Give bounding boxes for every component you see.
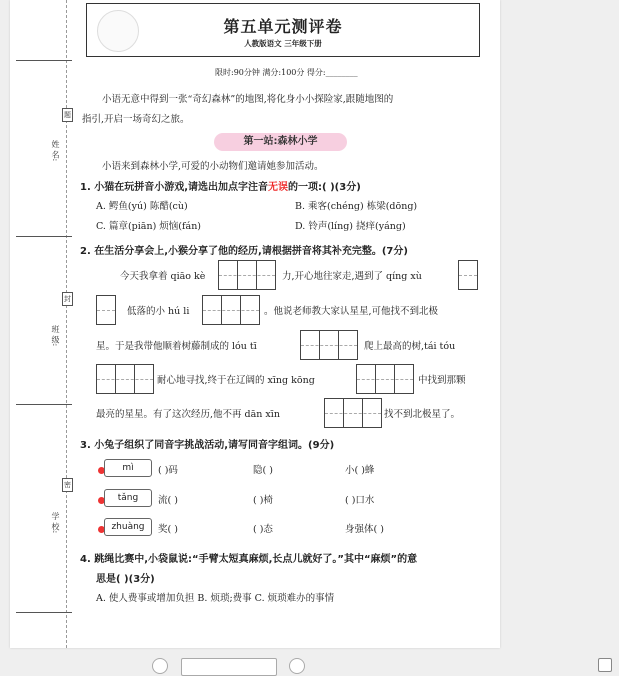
margin-rule	[16, 60, 72, 61]
answer-grid-xingkong[interactable]	[356, 364, 414, 394]
question-1-emphasis: 无误	[268, 182, 289, 193]
pinyin-tag-tang: tǎng	[104, 489, 152, 507]
homophone-1-2: 隐( )	[253, 465, 273, 476]
exam-meta: 限时:90分钟 满分:100分 得分:________	[215, 68, 358, 77]
page-title: 第五单元测评卷	[223, 17, 343, 36]
homophone-2-1: 流( )	[158, 495, 178, 506]
station-banner: 第一站:森林小学	[214, 133, 347, 151]
intro-line-2: 指引,开启一场奇幻之旅。	[82, 114, 190, 125]
question-1-option-d[interactable]: D. 铃声(líng) 挠痒(yáng)	[295, 221, 406, 232]
pinyin-tag-zhuang: zhuàng	[104, 518, 152, 536]
homophone-2-3: ( )口水	[345, 495, 375, 506]
question-2-line-4a: 耐心地寻找,终于在辽阔的 xīng kōng	[157, 375, 315, 386]
answer-grid-huli[interactable]	[202, 295, 260, 325]
pinyin-tag-mi: mì	[104, 459, 152, 477]
question-4-options[interactable]: A. 使人费事或增加负担 B. 烦琐;费事 C. 烦琐难办的事情	[96, 593, 335, 604]
homophone-3-2: ( )态	[253, 524, 273, 535]
homophone-3-3: 身强体( )	[345, 524, 384, 535]
question-2-line-3b: 爬上最高的树,tái tóu	[364, 341, 456, 352]
question-2-line-4b: 中找到那颗	[418, 375, 466, 386]
margin-tag-3: 密	[62, 478, 73, 492]
question-2-line-1a: 今天我拿着 qiāo kè	[120, 271, 206, 282]
prev-page-button[interactable]	[152, 658, 168, 674]
margin-rule	[16, 612, 72, 613]
fullscreen-icon[interactable]	[598, 658, 612, 672]
homophone-2-2: ( )椅	[253, 495, 273, 506]
answer-grid-qingxu[interactable]	[458, 260, 478, 290]
answer-grid-qiaoke[interactable]	[218, 260, 276, 290]
answer-grid-taitou[interactable]	[96, 364, 154, 394]
question-1-stem	[80, 178, 361, 193]
margin-rule	[16, 404, 72, 405]
question-1-option-c[interactable]: C. 篇章(piān) 烦恼(fán)	[96, 221, 202, 232]
question-2-line-3a: 星。于是我带他顺着树藤制成的 lóu tī	[96, 341, 257, 352]
name-label: 姓 名:	[51, 140, 60, 162]
question-2-line-5b: 找不到北极星了。	[384, 409, 461, 420]
answer-grid-danxin[interactable]	[324, 398, 382, 428]
question-2-line-1b: 力,开心地往家走,遇到了 qíng xù	[282, 271, 422, 282]
question-2-line-5a: 最亮的星星。有了这次经历,他不再 dān xīn	[96, 409, 280, 420]
school-label: 学 校:	[51, 512, 60, 534]
binding-line	[66, 0, 67, 648]
margin-tag-2: 封	[62, 292, 73, 306]
question-2-line-2b: 。他说老师教大家认星星,可他找不到北极	[264, 306, 439, 317]
class-label: 班 级:	[51, 325, 60, 347]
intro-line-1: 小语无意中得到一张“奇幻森林”的地图,将化身小小探险家,跟随地图的	[102, 94, 394, 105]
station-lead: 小语来到森林小学,可爱的小动物们邀请她参加活动。	[102, 161, 324, 172]
homophone-3-1: 奖( )	[158, 524, 178, 535]
answer-grid-louti[interactable]	[300, 330, 358, 360]
page-subtitle: 人教版语文 三年级下册	[244, 39, 322, 48]
page-number-input[interactable]	[181, 658, 277, 676]
question-1-text: 1. 小猫在玩拼音小游戏,请选出加点字注音	[80, 182, 269, 193]
question-1-option-a[interactable]: A. 鳄鱼(yú) 陈醋(cù)	[96, 201, 188, 212]
question-2-line-2a: 低落的小 hú li	[127, 306, 190, 317]
question-1-option-b[interactable]: B. 乘客(chéng) 栋梁(dōng)	[295, 201, 418, 212]
exam-header	[86, 3, 480, 57]
question-3-stem: 3. 小兔子组织了同音字挑战活动,请写同音字组词。(9分)	[80, 440, 335, 451]
question-4-stem-1: 4. 跳绳比赛中,小袋鼠说:“手臂太短真麻烦,长点儿就好了。”其中“麻烦”的意	[80, 554, 418, 565]
homophone-1-3: 小( )蜂	[345, 465, 375, 476]
question-4-stem-2: 思是( )(3分)	[96, 574, 155, 585]
margin-tag-1: 题	[62, 108, 73, 122]
homophone-1-1: ( )码	[158, 465, 178, 476]
next-page-button[interactable]	[289, 658, 305, 674]
margin-rule	[16, 236, 72, 237]
answer-grid-qingxu-2[interactable]	[96, 295, 116, 325]
question-1-score: 的一项:( )(3分)	[288, 182, 361, 193]
document-page	[10, 0, 500, 648]
question-2-stem: 2. 在生活分享会上,小猴分享了他的经历,请根据拼音将其补充完整。(7分)	[80, 246, 408, 257]
